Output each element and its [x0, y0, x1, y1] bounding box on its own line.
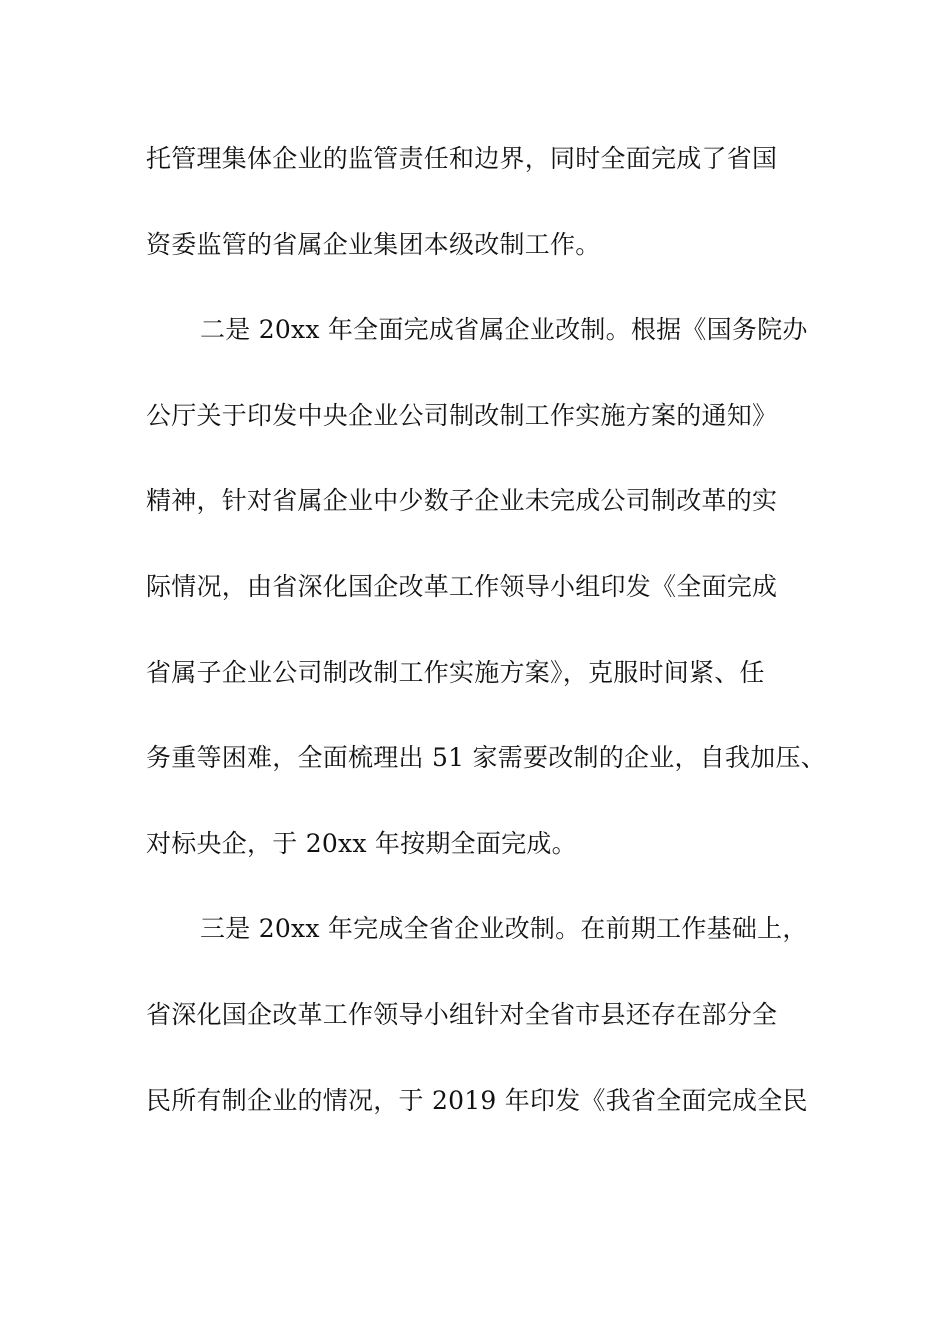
text-line: 公厅关于印发中央企业公司制改制工作实施方案的通知》 [146, 400, 778, 430]
paragraph-start-line: 二是 20xx 年全面完成省属企业改制。根据《国务院办 [200, 315, 808, 345]
paragraph-start-line: 三是 20xx 年完成全省企业改制。在前期工作基础上， [200, 914, 808, 944]
text-line: 资委监管的省属企业集团本级改制工作。 [146, 229, 601, 259]
text-line: 精神，针对省属企业中少数子企业未完成公司制改革的实 [146, 486, 778, 516]
text-line: 省深化国企改革工作领导小组针对全省市县还存在部分全 [146, 999, 778, 1029]
text-line: 际情况，由省深化国企改革工作领导小组印发《全面完成 [146, 571, 778, 601]
text-line: 省属子企业公司制改制工作实施方案》，克服时间紧、任 [146, 657, 765, 687]
text-line: 对标央企，于 20xx 年按期全面完成。 [146, 828, 577, 858]
body-text [146, 134, 826, 1161]
text-line: 务重等困难，全面梳理出 51 家需要改制的企业，自我加压、 [146, 743, 826, 773]
text-line: 民所有制企业的情况，于 2019 年印发《我省全面完成全民 [146, 1085, 808, 1115]
text-line: 托管理集体企业的监管责任和边界，同时全面完成了省国 [146, 144, 778, 173]
